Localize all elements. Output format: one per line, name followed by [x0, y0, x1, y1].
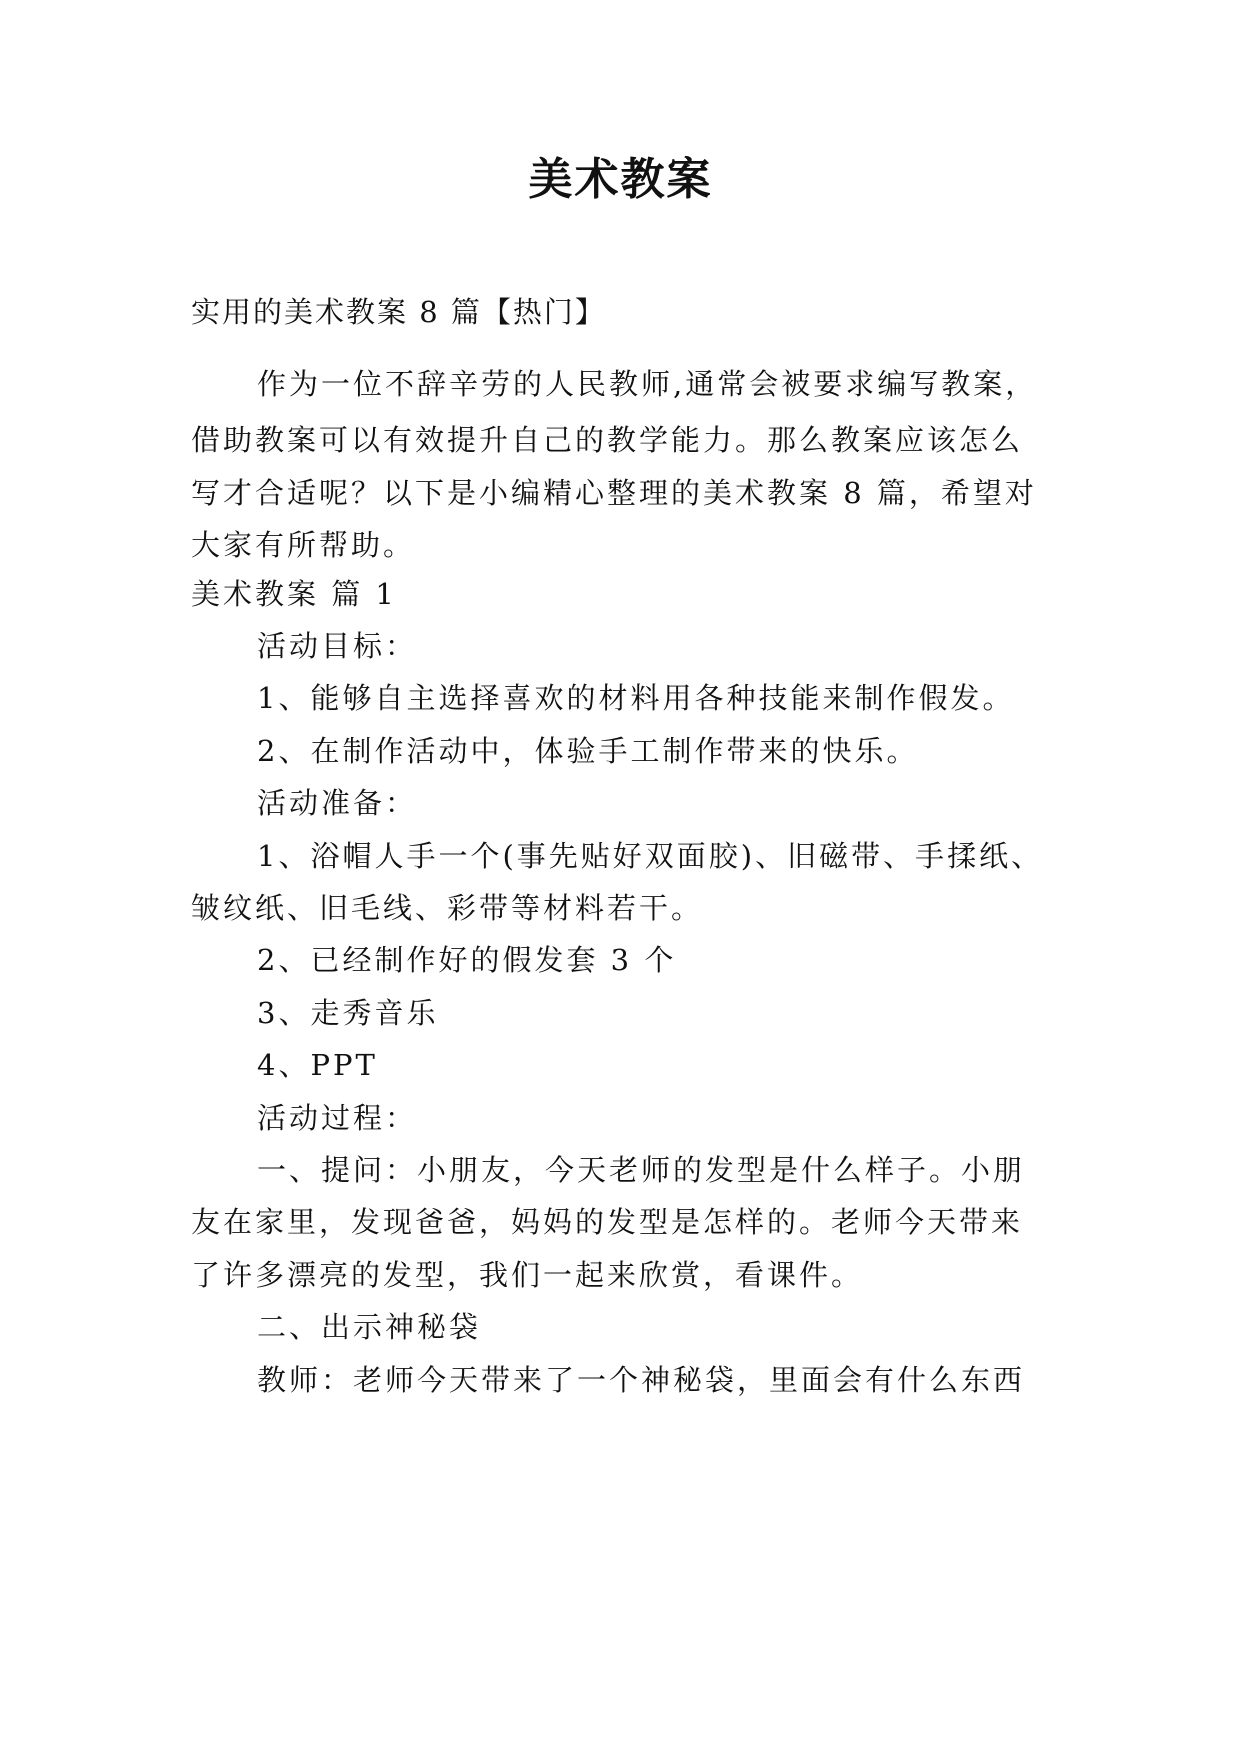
- paragraph-line: 写才合适呢？以下是小编精心整理的美术教案 8 篇，希望对: [191, 476, 1037, 510]
- paragraph-line: 了许多漂亮的发型，我们一起来欣赏，看课件。: [191, 1258, 864, 1292]
- paragraph-line: 友在家里，发现爸爸，妈妈的发型是怎样的。老师今天带来: [191, 1205, 1024, 1239]
- paragraph-line: 4、PPT: [257, 1048, 378, 1082]
- paragraph-line: 教师：老师今天带来了一个神秘袋，里面会有什么东西: [257, 1363, 1026, 1397]
- paragraph-line: 一、提问：小朋友，今天老师的发型是什么样子。小朋: [257, 1153, 1026, 1187]
- section-heading: 美术教案 篇 1: [191, 577, 397, 611]
- paragraph-line: 皱纹纸、旧毛线、彩带等材料若干。: [191, 891, 704, 925]
- paragraph-line: 活动过程：: [257, 1101, 418, 1135]
- paragraph-line: 1、能够自主选择喜欢的材料用各种技能来制作假发。: [257, 681, 1015, 715]
- paragraph-line: 活动准备：: [257, 786, 418, 820]
- paragraph-line: 作为一位不辞辛劳的人民教师,通常会被要求编写教案，: [257, 367, 1038, 401]
- paragraph-line: 1、浴帽人手一个(事先贴好双面胶)、旧磁带、手揉纸、: [257, 839, 1044, 873]
- page-title: 美术教案: [528, 154, 713, 205]
- paragraph-line: 活动目标：: [257, 629, 418, 663]
- paragraph-line: 借助教案可以有效提升自己的教学能力。那么教案应该怎么: [191, 423, 1024, 457]
- paragraph-line: 2、在制作活动中，体验手工制作带来的快乐。: [257, 734, 919, 768]
- paragraph-line: 3、走秀音乐: [257, 996, 439, 1030]
- document-subtitle: 实用的美术教案 8 篇【热门】: [191, 295, 606, 329]
- paragraph-line: 大家有所帮助。: [191, 528, 416, 562]
- paragraph-line: 2、已经制作好的假发套 3 个: [257, 943, 677, 977]
- paragraph-line: 二、出示神秘袋: [257, 1310, 482, 1344]
